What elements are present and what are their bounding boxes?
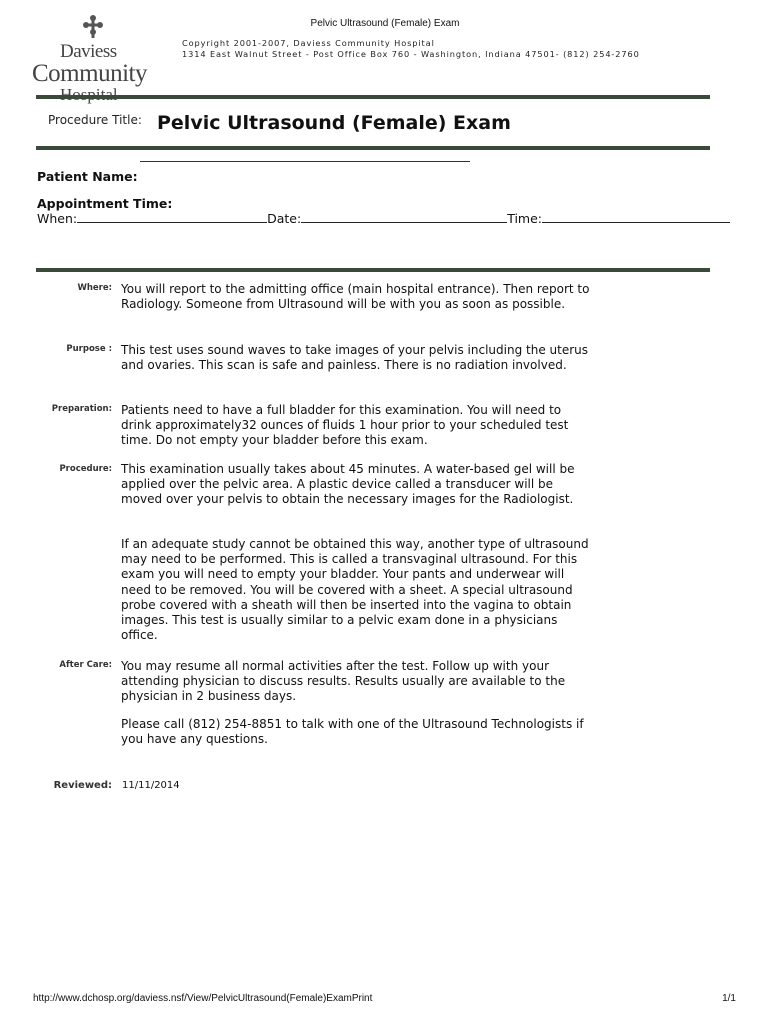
divider-body	[36, 268, 710, 272]
section-text-after-care-1: You may resume all normal activities after the test. Follow up with your attending physician to discuss results. Results usually are available to the physician in 2 business days.	[121, 659, 566, 704]
copyright-block	[182, 38, 640, 60]
page-number: 1/1	[722, 993, 736, 1004]
section-text-purpose: This test uses sound waves to take images of your pelvis including the uterus and ovaries. This scan is safe and painless. There is no radiation involved.	[121, 343, 589, 373]
reviewed-date: 11/11/2014	[122, 780, 180, 791]
date-label: Date:	[267, 211, 302, 226]
time-field[interactable]	[542, 210, 730, 223]
footer-url: http://www.dchosp.org/daviess.nsf/View/PelvicUltrasound(Female)ExamPrint	[33, 993, 373, 1004]
procedure-title: Pelvic Ultrasound (Female) Exam	[157, 112, 511, 134]
section-label-purpose: Purpose :	[66, 344, 112, 354]
logo-line-2: Community	[32, 60, 147, 87]
when-label: When:	[37, 211, 78, 226]
date-field[interactable]	[301, 210, 507, 223]
address-line: 1314 East Walnut Street - Post Office Box 760 - Washington, Indiana 47501- (812) 254-2760	[182, 49, 640, 59]
logo-line-1: Daviess	[60, 41, 117, 62]
hospital-logo	[30, 14, 154, 94]
copyright-line: Copyright 2001-2007, Daviess Community Hospital	[182, 38, 435, 48]
section-label-procedure: Procedure:	[59, 464, 112, 474]
appointment-time-label: Appointment Time:	[37, 196, 173, 211]
appointment-fields	[37, 210, 730, 226]
page-header: Pelvic Ultrasound (Female) Exam	[310, 18, 460, 29]
reviewed-label: Reviewed:	[53, 780, 112, 791]
patient-name-line	[140, 161, 470, 162]
section-label-where: Where:	[77, 283, 112, 293]
section-label-after-care: After Care:	[59, 660, 112, 670]
section-text-preparation: Patients need to have a full bladder for this examination. You will need to drink approximately32 ounces of fluids 1 hour prior to your scheduled test time. Do not empty your bladder before this exam.	[121, 403, 569, 448]
patient-name-label: Patient Name:	[37, 169, 138, 184]
section-text-procedure-2: If an adequate study cannot be obtained this way, another type of ultrasound may need to be performed. This is called a transvaginal ultrasound. For this exam you will need to empty your bladder. Your pants and underwear will need to be removed. You will be covered with a sheet. A special ultrasound probe covered with a sheath will then be inserted into the vagina to obtain images. This test is usually similar to a pelvic exam done in a physicians office.	[121, 537, 589, 643]
when-field[interactable]	[77, 210, 267, 223]
section-text-procedure-1: This examination usually takes about 45 minutes. A water-based gel will be applied over the pelvic area. A plastic device called a transducer will be moved over your pelvis to obtain the necessary images for the Radiologist.	[121, 462, 575, 507]
divider-title	[36, 146, 710, 150]
cross-emblem-icon	[82, 14, 104, 40]
procedure-title-label: Procedure Title:	[48, 113, 142, 127]
section-text-where: You will report to the admitting office (main hospital entrance). Then report to Radiology. Someone from Ultrasound will be with you as soon as possible.	[121, 282, 590, 312]
divider-top	[36, 95, 710, 99]
section-label-preparation: Preparation:	[51, 404, 112, 414]
time-label: Time:	[507, 211, 543, 226]
section-text-after-care-2: Please call (812) 254-8851 to talk with one of the Ultrasound Technologists if you have any questions.	[121, 717, 584, 747]
